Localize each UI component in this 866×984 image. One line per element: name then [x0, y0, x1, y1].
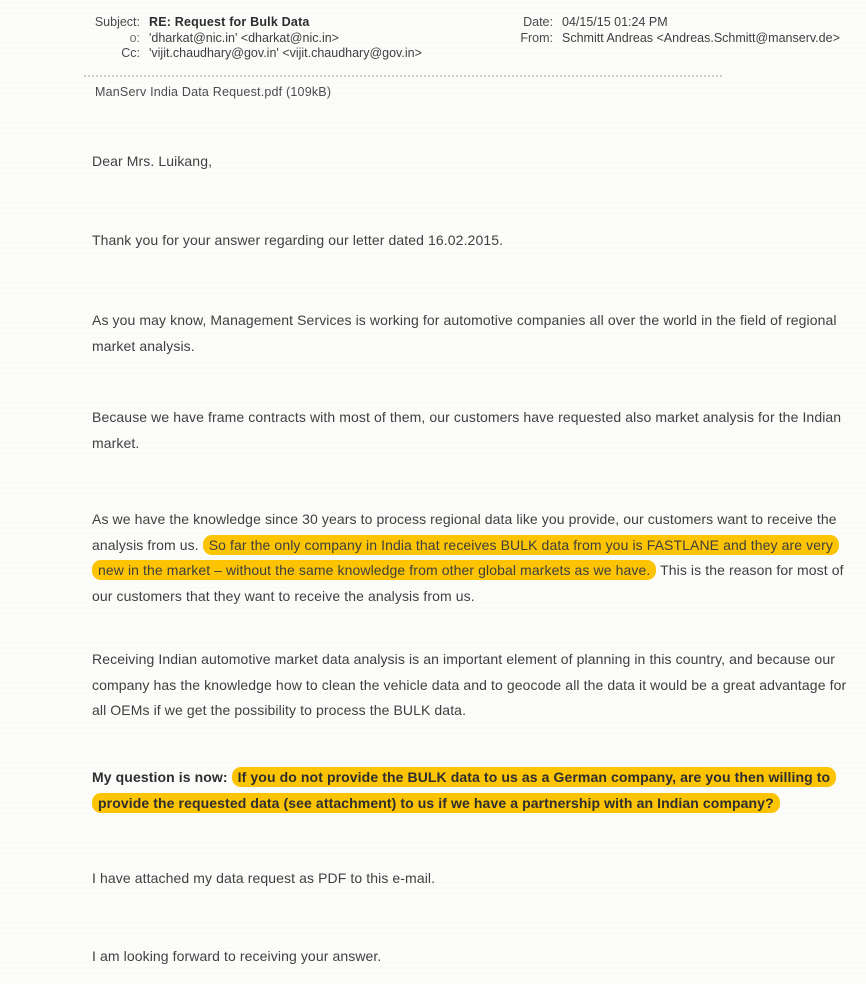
- to-value: 'dharkat@nic.in' <dharkat@nic.in>: [149, 30, 339, 45]
- paragraph-question: [92, 765, 862, 816]
- to-row: [0, 31, 422, 47]
- date-row: [420, 15, 840, 31]
- email-header-right: [420, 15, 840, 46]
- highlight-question-text: If you do not provide the BULK data to us as a German company, are you then willing to provide the requested data (see attachment) to us if we have a partnership with an Indian company?: [92, 767, 836, 813]
- cc-row: [0, 46, 422, 62]
- subject-value: RE: Request for Bulk Data: [149, 15, 310, 29]
- date-value: 04/15/15 01:24 PM: [562, 15, 668, 29]
- cc-label: Cc:: [121, 46, 140, 61]
- header-separator: [84, 75, 722, 77]
- paragraph-thanks: Thank you for your answer regarding our letter dated 16.02.2015.: [92, 232, 504, 248]
- from-value: Schmitt Andreas <Andreas.Schmitt@manserv.de>: [562, 30, 840, 45]
- email-header-left: [0, 15, 422, 62]
- paragraph-frame-contracts: Because we have frame contracts with most of them, our customers have requested also market analysis for the Indian market.: [92, 409, 842, 451]
- cc-value: 'vijit.chaudhary@gov.in' <vijit.chaudhary@gov.in>: [149, 46, 422, 61]
- paragraph-knowledge-lead: As we have the knowledge since 30 years to process regional data like you provide, our customers want to receive the analysis from us.: [92, 511, 837, 553]
- paragraph-company-intro: As you may know, Management Services is working for automotive companies all over the world in the field of regional market analysis.: [92, 312, 837, 354]
- paragraph-closing: I am looking forward to receiving your answer.: [92, 948, 382, 964]
- highlight-fastlane-text: So far the only company in India that receives BULK data from you is FASTLANE and they are very new in the market – without the same knowledge from other global markets as we have.: [92, 535, 839, 581]
- question-lead: My question is now:: [92, 769, 232, 785]
- subject-row: [0, 15, 422, 31]
- date-label: Date:: [523, 15, 553, 29]
- from-row: [420, 31, 840, 47]
- subject-label: Subject:: [94, 15, 140, 29]
- paragraph-attachment-note: I have attached my data request as PDF to this e-mail.: [92, 870, 436, 886]
- from-label: From:: [520, 30, 553, 45]
- paragraph-knowledge: [92, 507, 862, 609]
- attachment-filename: ManServ India Data Request.pdf (109kB): [95, 85, 332, 99]
- salutation: Dear Mrs. Luikang,: [92, 153, 213, 169]
- to-label: o:: [129, 30, 140, 45]
- paragraph-receiving-analysis: Receiving Indian automotive market data analysis is an important element of planning in this country, and because our company has the knowledge how to clean the vehicle data and to geocode all the data it would be a great advantage for all OEMs if we get the possibility to process the BULK data.: [92, 651, 847, 718]
- paragraph-knowledge-tail: This is the reason for most of our customers that they want to receive the analysis from us.: [92, 562, 844, 604]
